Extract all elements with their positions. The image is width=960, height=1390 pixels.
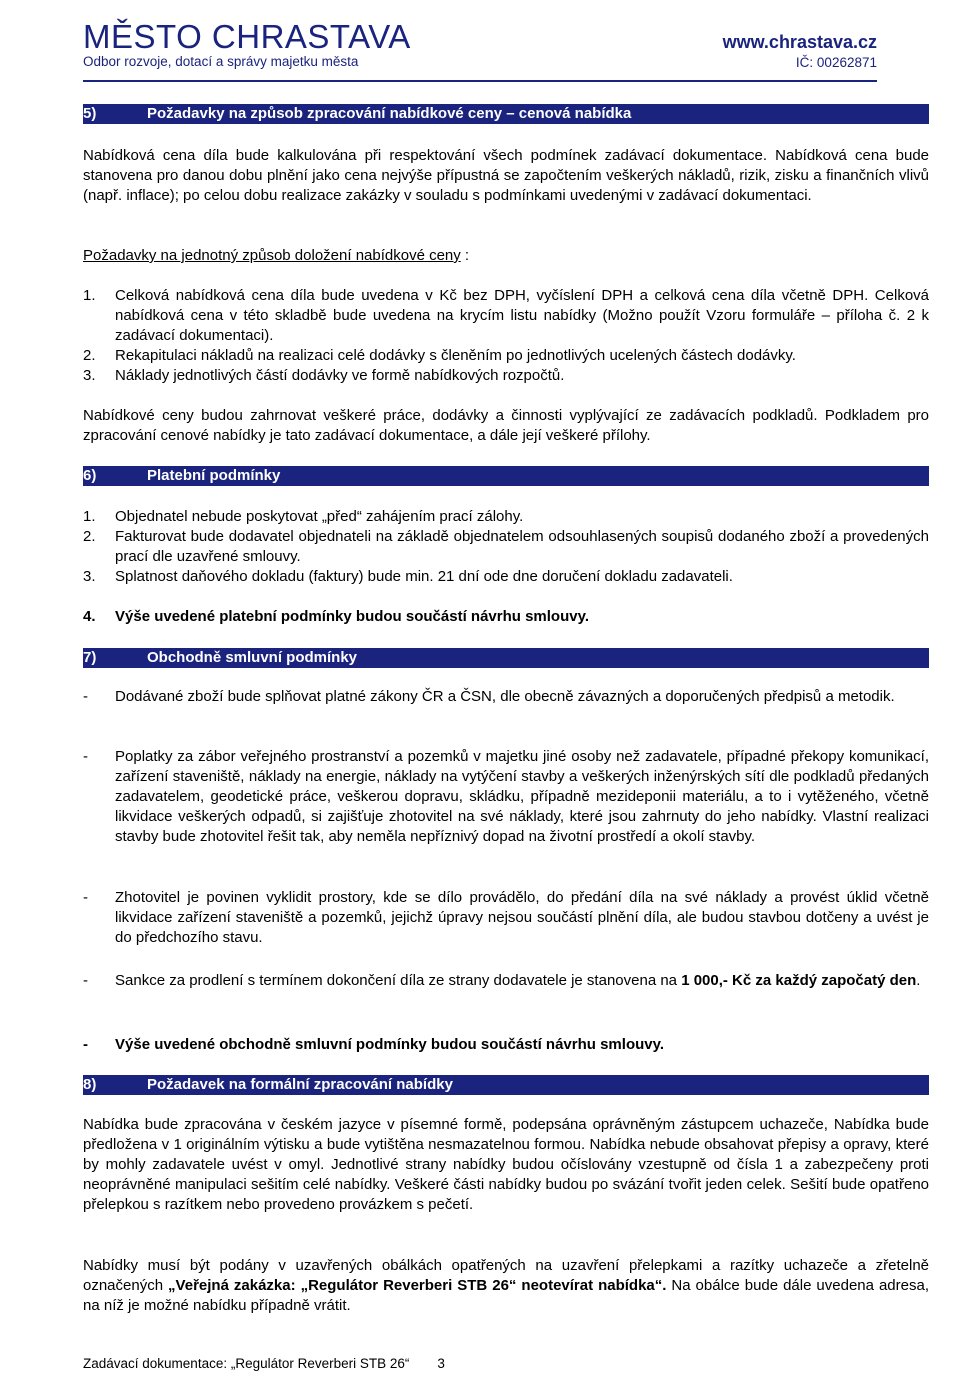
item-dash: - bbox=[83, 1036, 88, 1053]
item-number: 3. bbox=[83, 568, 96, 585]
item-text bbox=[115, 971, 929, 991]
letterhead bbox=[83, 18, 877, 82]
item-dash: - bbox=[83, 748, 88, 765]
section-5-subheading bbox=[83, 246, 469, 266]
section-title: Požadavky na způsob zpracování nabídkové ceny – cenová nabídka bbox=[147, 105, 632, 122]
sanction-amount: 1 000,- Kč za každý započatý den bbox=[681, 972, 917, 989]
section-number: 7) bbox=[83, 649, 97, 666]
item-text: Celková nabídková cena díla bude uvedena v Kč bez DPH, vyčíslení DPH a celková cena díla včetně DPH. Celková nabídková cena v této skladbě bude uvedena na krycím listu nabídky (Možno použít Vzoru formuláře – příloha č. 2 k zadávací dokumentaci). bbox=[115, 287, 929, 344]
item-text: Náklady jednotlivých částí dodávky ve formě nabídkových rozpočtů. bbox=[115, 367, 565, 384]
section-5-paragraph-2: Nabídkové ceny budou zahrnovat veškeré práce, dodávky a činnosti vyplývající ze zadávacích podkladů. Podkladem pro zpracování cenové nabídky je tato zadávací dokumentace, a dále její veškeré přílohy. bbox=[83, 407, 929, 444]
item-text: Rekapitulaci nákladů na realizaci celé dodávky s členěním po jednotlivých ucelených částech dodávky. bbox=[115, 347, 796, 364]
item-number: 2. bbox=[83, 347, 96, 364]
section-8-paragraph-1: Nabídka bude zpracována v českém jazyce v písemné formě, podepsána oprávněným zástupcem uchazeče, Nabídka bude předložena v 1 originálním výtisku a bude vytištěna nesmazatelnou formou. Nabídka nebude obsahovat přepisy a opravy, které by mohly zadavatele uvést v omyl. Jednotlivé strany nabídky budou očíslovány vzestupně od čísla 1 a zabezpečeny proti neoprávněné manipulaci sešitím celé nabídky. Veškeré části nabídky budou po svázání tvořit jeden celek. Sešití bude opatřeno přelepkou s razítkem nebo provedeno provázkem s pečetí. bbox=[83, 1116, 929, 1213]
section-number: 5) bbox=[83, 105, 97, 122]
section-8-heading bbox=[83, 1075, 929, 1095]
department-name: Odbor rozvoje, dotací a správy majetku města bbox=[83, 54, 359, 69]
subheading-colon: : bbox=[460, 247, 470, 264]
section-number: 8) bbox=[83, 1076, 97, 1093]
item-text: Zhotovitel je povinen vyklidit prostory, kde se dílo provádělo, do předání díla na své náklady a provést úklid včetně likvidace zařízení staveniště a pozemků, jejichž úpravy nejsou součástí plnění díla, ale budou stavbou dotčeny a uvést je do předchozího stavu. bbox=[115, 889, 929, 946]
item-dash: - bbox=[83, 889, 88, 906]
item-text: Výše uvedené obchodně smluvní podmínky budou součástí návrhu smlouvy. bbox=[115, 1036, 665, 1053]
section-title: Obchodně smluvní podmínky bbox=[147, 649, 358, 666]
page-footer bbox=[83, 1356, 445, 1371]
section-number: 6) bbox=[83, 467, 97, 484]
section-6-heading bbox=[83, 466, 929, 486]
item-text: Výše uvedené platební podmínky budou součástí návrhu smlouvy. bbox=[115, 608, 589, 625]
section-8-paragraph-2 bbox=[83, 1256, 929, 1316]
sanction-text: Sankce za prodlení s termínem dokončení díla ze strany dodavatele je stanovena na bbox=[115, 972, 682, 989]
company-id: IČ: 00262871 bbox=[795, 55, 877, 70]
envelope-label: „Veřejná zakázka: „Regulátor Reverberi STB 26“ neotevírat nabídka“. bbox=[168, 1277, 667, 1294]
item-number: 2. bbox=[83, 528, 96, 545]
item-text: Poplatky za zábor veřejného prostranství a pozemků v majetku jiné osoby než zadavatele, případné překopy komunikací, zařízení staveniště, náklady na energie, náklady na vytýčení stavby a veškerých inženýrských sítí dle podkladů předaných zadavatelem, geodetické práce, veškerou dopravu, skládku, případně mezideponii materiálu, a to i vytěženého, včetně likvidace veškerých odpadů, si zajišťuje zhotovitel na své náklady, které jsou zahrnuty do jeho nabídky. Vlastní realizaci stavby bude zhotovitel řešit tak, aby neměla nepříznivý dopad na životní prostředí a okolí stavby. bbox=[115, 748, 929, 845]
section-title: Požadavek na formální zpracování nabídky bbox=[147, 1076, 453, 1093]
para2-end: Na obálce bude dále uvedena adresa, na níž je možné nabídku případně vrátit. bbox=[83, 1277, 929, 1314]
section-7-heading bbox=[83, 648, 929, 668]
subheading-text: Požadavky na jednotný způsob doložení nabídkové ceny bbox=[83, 247, 461, 264]
section-5-heading bbox=[83, 104, 929, 124]
item-number: 3. bbox=[83, 367, 96, 384]
footer-label: Zadávací dokumentace: „Regulátor Reverberi STB 26“ bbox=[83, 1356, 410, 1371]
item-text: Splatnost daňového dokladu (faktury) bude min. 21 dní ode dne doručení dokladu zadavateli. bbox=[115, 568, 733, 585]
sanction-end: . bbox=[916, 972, 921, 989]
item-number: 4. bbox=[83, 608, 96, 625]
para2-text: Nabídky musí být podány v uzavřených obálkách opatřených na uzavření přelepkami a razítky uchazeče a zřetelně označených bbox=[83, 1257, 929, 1294]
item-text: Dodávané zboží bude splňovat platné zákony ČR a ČSN, dle obecně závazných a doporučených předpisů a metodik. bbox=[115, 688, 895, 705]
item-dash: - bbox=[83, 688, 88, 705]
section-title: Platební podmínky bbox=[147, 467, 281, 484]
website-link[interactable]: www.chrastava.cz bbox=[722, 32, 877, 52]
item-text: Fakturovat bude dodavatel objednateli na základě objednatelem odsouhlasených soupisů dodaného zboží a provedených prací dle uzavřené smlouvy. bbox=[115, 528, 929, 565]
item-number: 1. bbox=[83, 287, 96, 304]
city-name: MĚSTO CHRASTAVA bbox=[83, 18, 411, 55]
item-number: 1. bbox=[83, 508, 96, 525]
section-5-paragraph-1: Nabídková cena díla bude kalkulována při respektování všech podmínek zadávací dokumentace. Nabídková cena bude stanovena pro danou dobu plnění jako cena nejvýše přípustná se započtením veškerých nákladů, rizik, zisku a finančních vlivů (např. inflace); po celou dobu realizace zakázky v souladu s podmínkami uvedenými v zadávací dokumentaci. bbox=[83, 147, 929, 204]
item-dash: - bbox=[83, 972, 88, 989]
item-text: Objednatel nebude poskytovat „před“ zahájením prací zálohy. bbox=[115, 508, 524, 525]
page-number: 3 bbox=[437, 1356, 445, 1371]
